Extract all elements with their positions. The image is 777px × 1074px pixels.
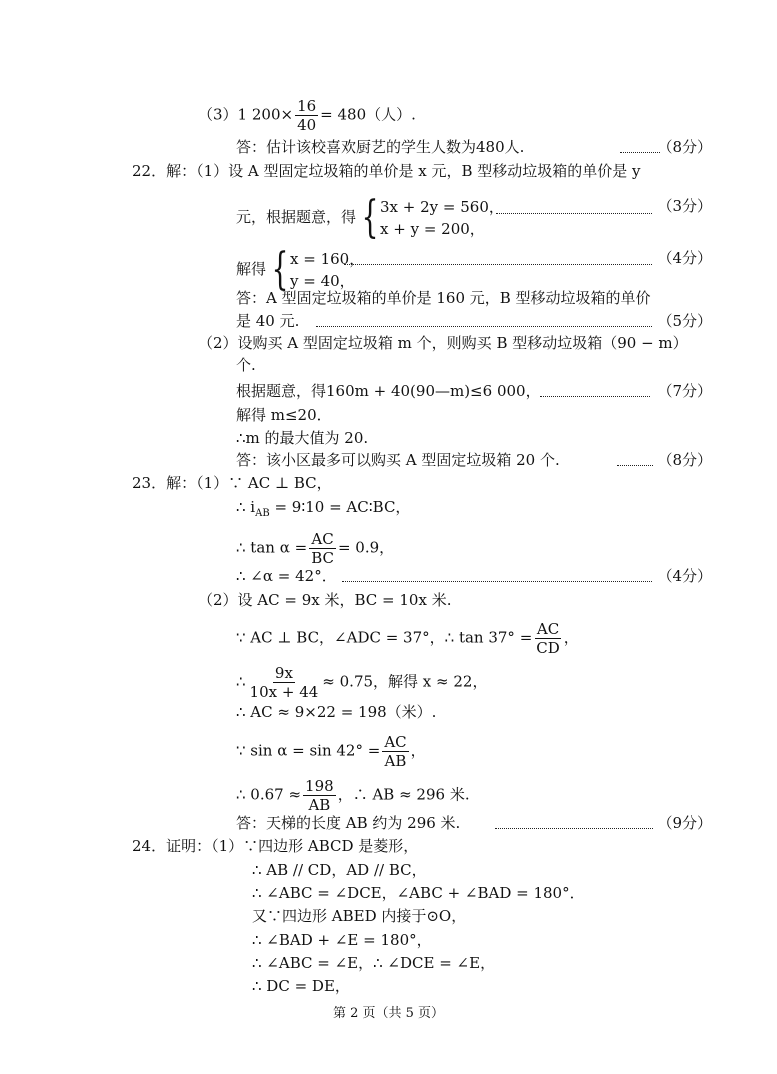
solution-line: 根据题意，得160m + 40(90—m)≤6 000， bbox=[236, 382, 541, 400]
fraction bbox=[309, 530, 336, 567]
fraction bbox=[534, 620, 562, 657]
text: ，∴ AB ≈ 296 米. bbox=[337, 785, 470, 804]
text: ≈ 0.75，解得 x ≈ 22， bbox=[322, 672, 488, 691]
equation: x + y = 200， bbox=[380, 220, 485, 238]
leader-dots bbox=[620, 152, 660, 153]
text: ∵ sin α = sin 42° = bbox=[236, 741, 381, 760]
text: = 480（人）. bbox=[320, 105, 416, 124]
question-22-line: 22．解：（1）设 A 型固定垃圾箱的单价是 x 元，B 型移动垃圾箱的单价是 y bbox=[132, 162, 641, 180]
question-23-line: 23．解：（1）∵ AC ⊥ BC， bbox=[132, 474, 332, 492]
text: ∴ 0.67 ≈ bbox=[236, 785, 302, 804]
text: ， bbox=[563, 628, 579, 647]
leader-dots bbox=[344, 264, 652, 265]
answer-line: 答：A 型固定垃圾箱的单价是 160 元，B 型移动垃圾箱的单价 bbox=[236, 289, 651, 307]
proof-line: ∴ ∠ABC = ∠DCE，∠ABC + ∠BAD = 180°． bbox=[252, 884, 585, 902]
leader-dots bbox=[496, 213, 652, 214]
tan37-line bbox=[236, 620, 579, 657]
score: （8分） bbox=[657, 451, 712, 469]
text: ∴ i bbox=[236, 498, 256, 516]
numerator: AC bbox=[536, 620, 560, 638]
proof-line: ∴ DC = DE， bbox=[252, 977, 350, 995]
answer-line: 答：估计该校喜欢厨艺的学生人数为480人. bbox=[236, 138, 525, 156]
text: 元，根据题意，得 bbox=[236, 208, 357, 226]
text: = 9∶10 = AC∶BC， bbox=[269, 498, 411, 516]
numerator: AC bbox=[384, 733, 407, 751]
brace: { bbox=[271, 244, 289, 295]
fraction bbox=[295, 97, 318, 134]
text: = 0.9， bbox=[337, 538, 395, 557]
solution-line: （2）设购买 A 型固定垃圾箱 m 个，则购买 B 型移动垃圾箱（90 − m） bbox=[198, 334, 688, 352]
solution-line: （2）设 AC = 9x 米，BC = 10x 米. bbox=[198, 591, 452, 609]
leader-dots bbox=[495, 828, 653, 829]
text: ∴ tan α = bbox=[236, 538, 308, 557]
denominator: 40 bbox=[297, 116, 317, 134]
fraction bbox=[382, 733, 408, 770]
tan-line bbox=[236, 530, 394, 567]
proof-line: ∴ ∠ABC = ∠E，∴ ∠DCE = ∠E， bbox=[252, 954, 496, 972]
answer-line: 答：天梯的长度 AB 约为 296 米. bbox=[236, 814, 461, 832]
solution-line: 个. bbox=[236, 356, 256, 374]
fraction bbox=[303, 777, 336, 814]
leader-dots bbox=[316, 326, 652, 327]
answer-line: 是 40 元. bbox=[236, 312, 300, 330]
denominator: 10x + 44 bbox=[249, 683, 319, 701]
equation: 3x + 2y = 560， bbox=[380, 198, 504, 216]
leader-dots bbox=[540, 396, 650, 397]
score: （4分） bbox=[657, 249, 712, 267]
slope-line bbox=[236, 497, 410, 524]
text: ， bbox=[410, 741, 426, 760]
equation-system bbox=[380, 196, 504, 240]
numerator: 198 bbox=[305, 777, 334, 795]
text: ∴ bbox=[236, 672, 246, 691]
brace: { bbox=[361, 192, 379, 243]
ab-line bbox=[236, 777, 470, 814]
equation: x = 160， bbox=[290, 250, 365, 268]
proof-line: ∴ ∠BAD + ∠E = 180°， bbox=[252, 931, 432, 949]
numerator: 9x bbox=[274, 664, 293, 682]
sin-line bbox=[236, 733, 426, 770]
proof-line: 又∵四边形 ABED 内接于⊙O， bbox=[252, 907, 467, 925]
leader-dots bbox=[342, 581, 652, 582]
system-eq-1 bbox=[236, 192, 504, 243]
answer-21-3 bbox=[198, 97, 416, 134]
numerator: AC bbox=[311, 530, 334, 548]
denominator: AB bbox=[308, 796, 331, 814]
subscript: AB bbox=[255, 508, 270, 519]
score: （3分） bbox=[657, 197, 712, 215]
denominator: CD bbox=[536, 639, 560, 657]
score: （9分） bbox=[657, 814, 712, 832]
question-24-line: 24．证明：（1）∵四边形 ABCD 是菱形， bbox=[132, 837, 419, 855]
denominator: BC bbox=[311, 549, 334, 567]
equation: y = 40， bbox=[290, 272, 355, 290]
score: （4分） bbox=[657, 567, 712, 585]
answer-line: 答：该小区最多可以购买 A 型固定垃圾箱 20 个. bbox=[236, 451, 560, 469]
proof-line: ∴ AB // CD，AD // BC， bbox=[252, 861, 427, 879]
page-footer: 第 2 页（共 5 页） bbox=[332, 1006, 445, 1021]
numerator: 16 bbox=[297, 97, 317, 115]
score: （8分） bbox=[657, 138, 712, 156]
solution-line: 解得 m≤20． bbox=[236, 406, 332, 424]
denominator: AB bbox=[384, 752, 407, 770]
system-eq-2 bbox=[236, 244, 365, 295]
solution-line: ∴ AC ≈ 9×22 = 198（米）. bbox=[236, 703, 437, 721]
leader-dots bbox=[617, 465, 653, 466]
solution-line: ∴ ∠α = 42°． bbox=[236, 567, 337, 585]
solution-line: ∴m 的最大值为 20. bbox=[236, 429, 369, 447]
text: 解得 bbox=[236, 260, 267, 278]
score: （5分） bbox=[657, 312, 712, 330]
text: （3）1 200× bbox=[198, 105, 294, 124]
fraction bbox=[248, 664, 321, 701]
ratio-line bbox=[236, 664, 487, 701]
equation-system bbox=[290, 248, 364, 292]
score: （7分） bbox=[657, 382, 712, 400]
text: ∵ AC ⊥ BC，∠ADC = 37°，∴ tan 37° = bbox=[236, 628, 533, 647]
